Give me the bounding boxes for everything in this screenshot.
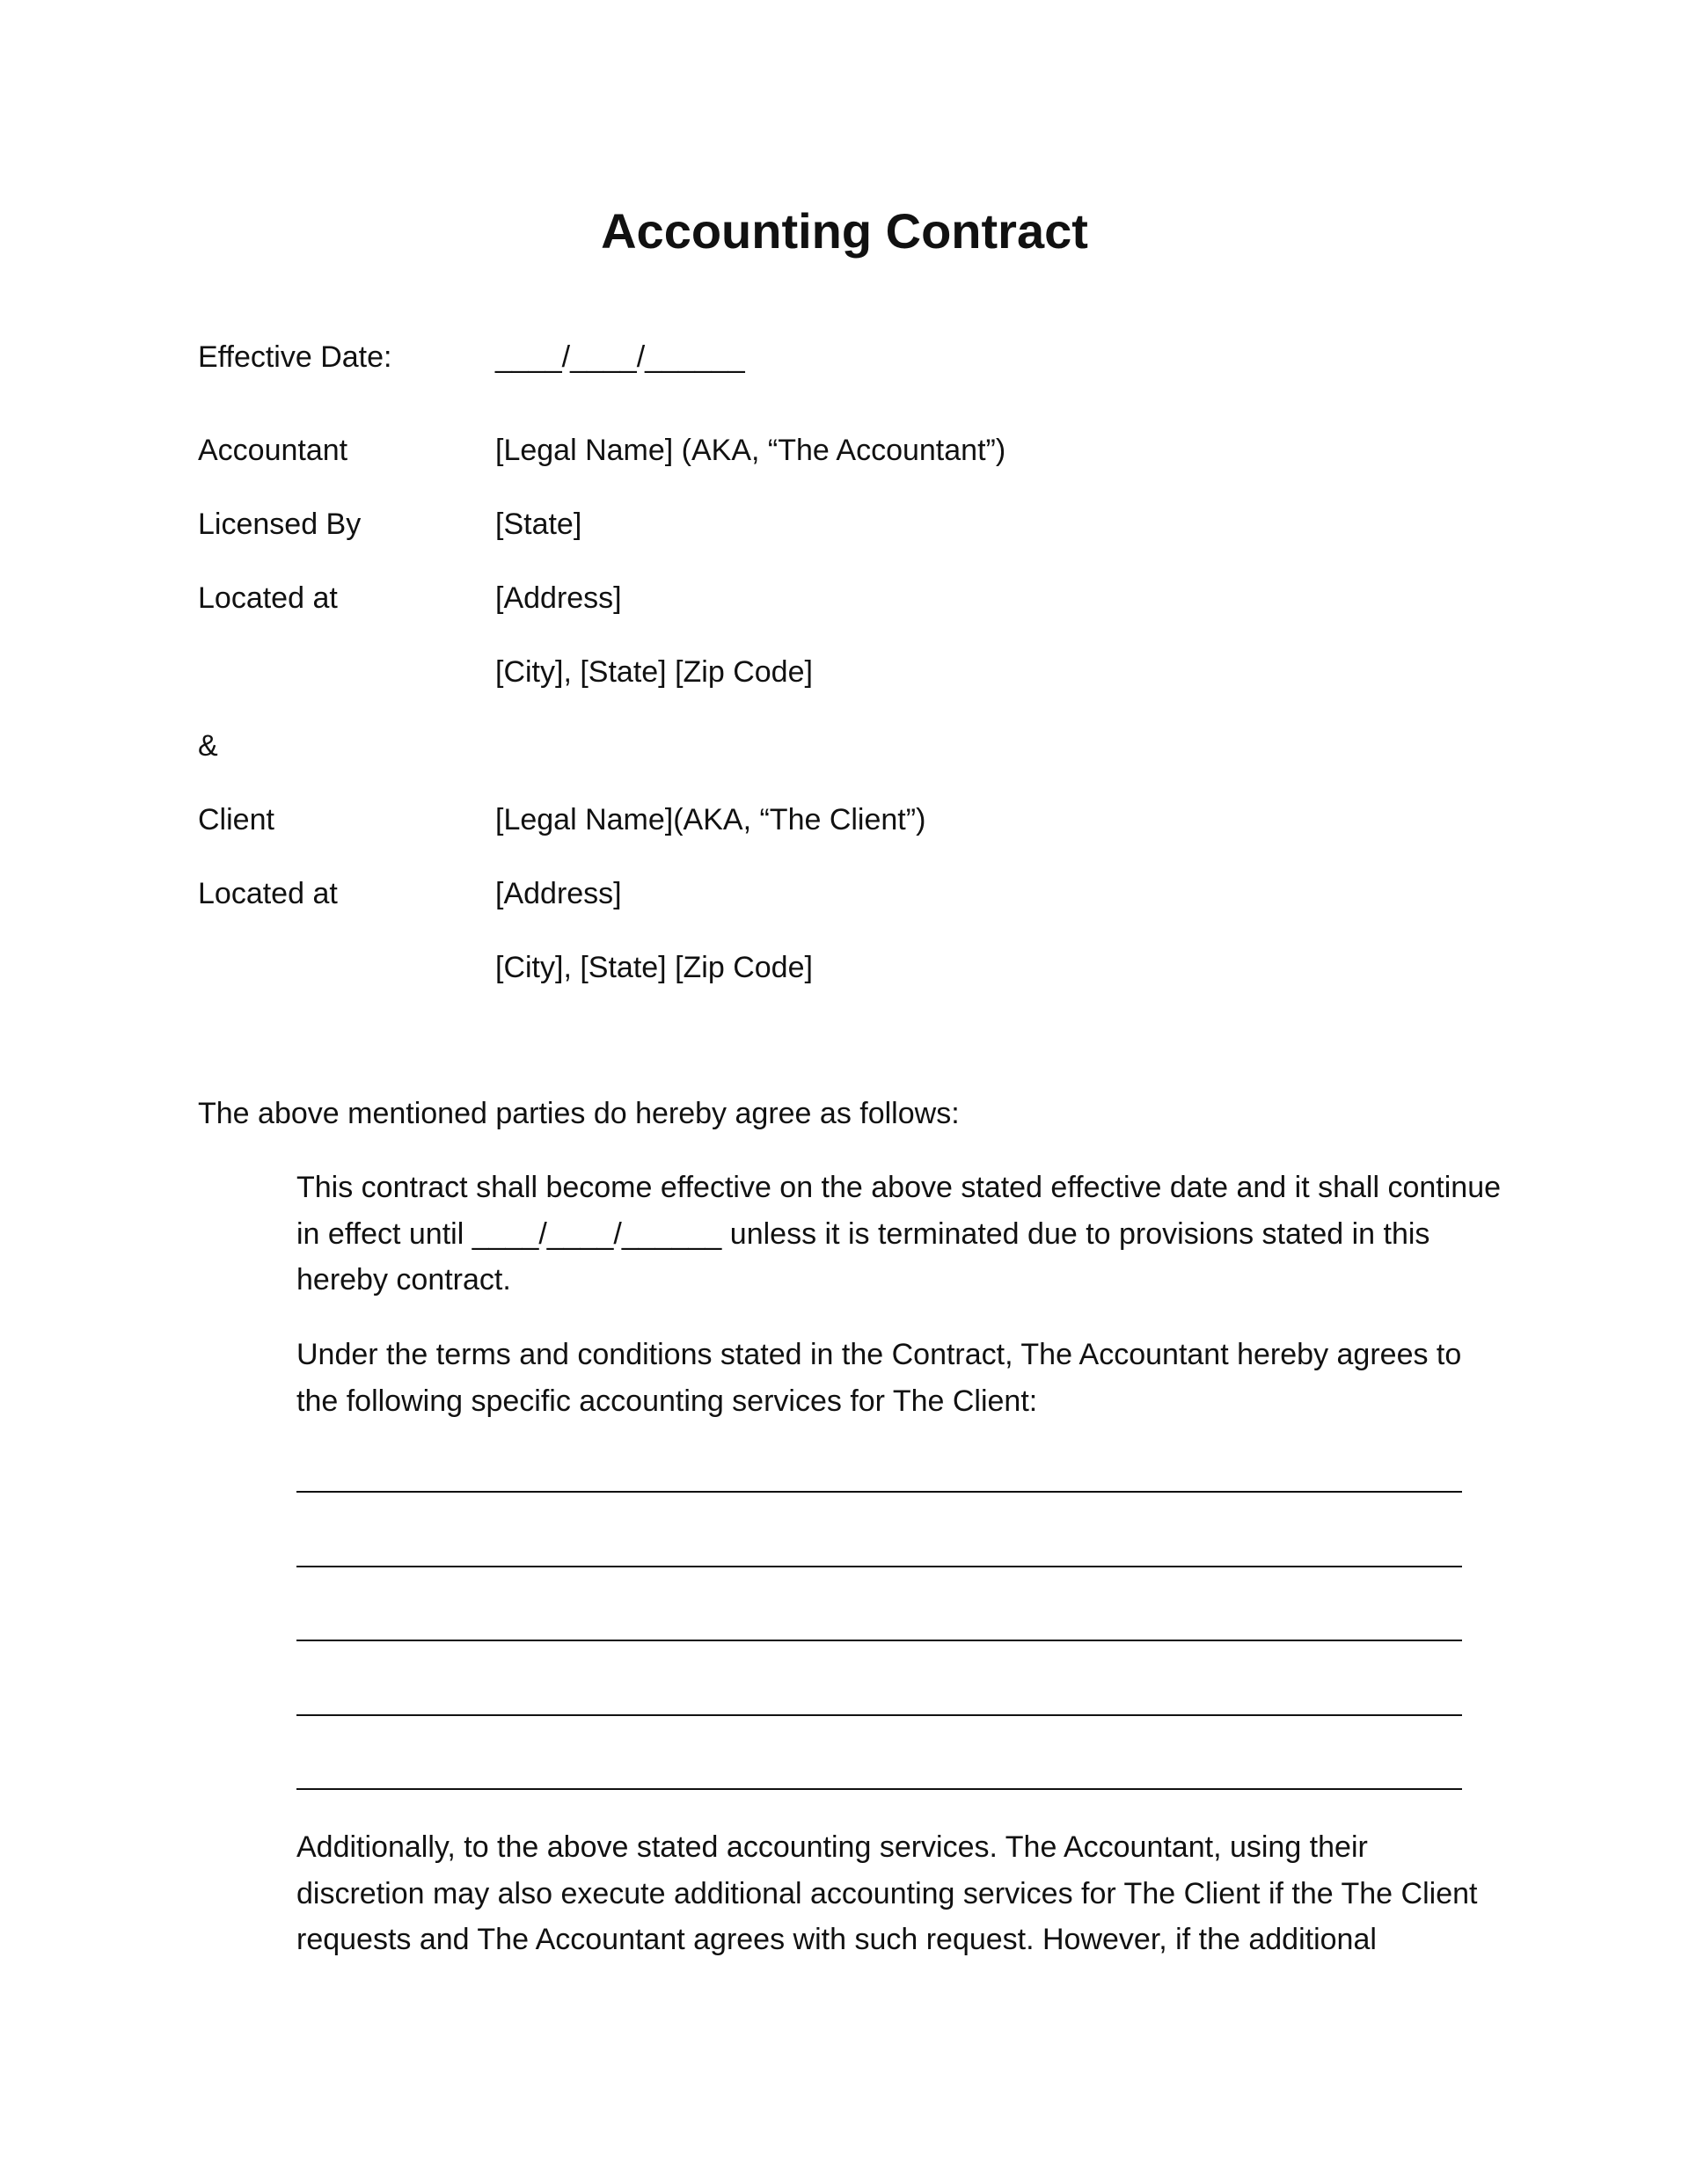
agreement-intro: The above mentioned parties do hereby agree as follows: — [198, 1097, 960, 1130]
accountant-value: [Legal Name] (AKA, “The Accountant”) — [495, 434, 1006, 467]
service-blank-line — [296, 1788, 1462, 1790]
service-blank-line — [296, 1640, 1462, 1641]
licensed-by-label: Licensed By — [198, 508, 362, 541]
service-blank-line — [296, 1566, 1462, 1567]
client-located-at-label: Located at — [198, 877, 338, 910]
service-blank-line — [296, 1491, 1462, 1493]
service-blank-line — [296, 1714, 1462, 1716]
ampersand-separator: & — [198, 729, 218, 763]
client-value: [Legal Name](AKA, “The Client”) — [495, 803, 926, 836]
client-address-value: [Address] — [495, 877, 622, 910]
accountant-address-value: [Address] — [495, 581, 622, 615]
term-paragraph: This contract shall become effective on the above stated effective date and it shall continue in effect until ____/____/______ unless it is terminated due to provisions stated in this hereby contract. — [296, 1171, 1502, 1297]
services-paragraph: Under the terms and conditions stated in the Contract, The Accountant hereby agrees to the following specific accounting services for The Client: — [296, 1338, 1462, 1418]
licensed-by-value: [State] — [495, 508, 582, 541]
accountant-label: Accountant — [198, 434, 348, 467]
additional-services-paragraph: Additionally, to the above stated accounting services. The Accountant, using their discretion may also execute additional accounting services for The Client if the The Client requests and The Accountant agrees with such request. However, if the additional — [296, 1830, 1478, 1956]
client-city-value: [City], [State] [Zip Code] — [495, 951, 813, 984]
client-label: Client — [198, 803, 274, 836]
document-title: Accounting Contract — [601, 203, 1088, 259]
effective-date-label: Effective Date: — [198, 340, 392, 374]
accountant-city-value: [City], [State] [Zip Code] — [495, 655, 813, 689]
accountant-located-at-label: Located at — [198, 581, 338, 615]
effective-date-value: ____/____/______ — [495, 340, 745, 374]
